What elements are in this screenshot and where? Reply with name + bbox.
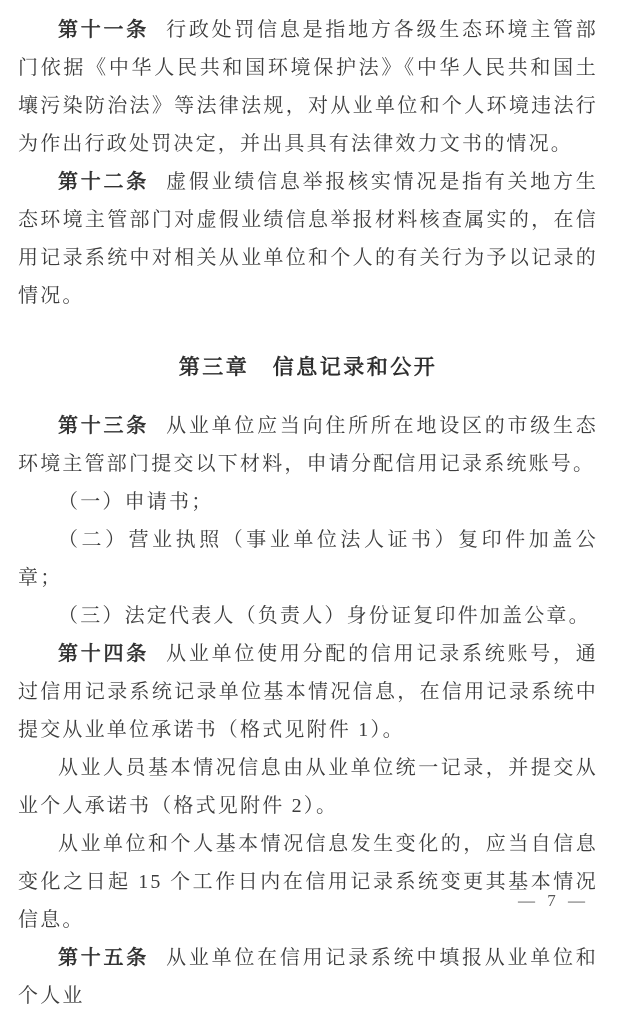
chapter-3-heading: 第三章 信息记录和公开 — [178, 356, 438, 379]
article-15-text: 从业单位在信用记录系统中填报从业单位和个人业 — [18, 947, 598, 1007]
page-number: — 7 — — [518, 891, 589, 910]
article-11-text: 行政处罚信息是指地方各级生态环境主管部门依据《中华人民共和国环境保护法》《中华人民共和国土壤污染防治法》等法律法规，对从业单位和个人环境违法行为作出行政处罚决定，并出具具有法律效力文书的情况。 — [18, 19, 598, 155]
article-13-text: 从业单位应当向住所所在地设区的市级生态环境主管部门提交以下材料，申请分配信用记录系统账号。 — [18, 415, 598, 475]
article-12-text: 虚假业绩信息举报核实情况是指有关地方生态环境主管部门对虚假业绩信息举报材料核查属实的，在信用记录系统中对相关从业单位和个人的有关行为予以记录的情况。 — [18, 171, 598, 307]
article-14-paragraph-3: 从业单位和个人基本情况信息发生变化的，应当自信息变化之日起 15 个工作日内在信用记录系统变更其基本情况信息。 — [18, 833, 598, 931]
article-12-label: 第十二条 — [58, 171, 150, 193]
article-13-paragraph — [18, 407, 598, 483]
article-13-label: 第十三条 — [58, 415, 150, 437]
list-item-3: （三）法定代表人（负责人）身份证复印件加盖公章。 — [58, 605, 591, 627]
list-item-1: （一）申请书； — [58, 491, 214, 513]
list-item-2: （二）营业执照（事业单位法人证书）复印件加盖公章； — [18, 529, 598, 589]
article-14-paragraph-2: 从业人员基本情况信息由从业单位统一记录，并提交从业个人承诺书（格式见附件 2）。 — [18, 757, 598, 817]
article-14-label: 第十四条 — [58, 643, 150, 665]
article-15-label: 第十五条 — [58, 947, 150, 969]
article-14-text: 从业单位使用分配的信用记录系统账号，通过信用记录系统记录单位基本情况信息，在信用记录系统中提交从业单位承诺书（格式见附件 1）。 — [18, 643, 598, 741]
article-15-paragraph — [18, 939, 598, 1015]
article-14-paragraph — [18, 635, 598, 749]
article-11-paragraph — [18, 11, 598, 163]
article-12-paragraph — [18, 163, 598, 315]
article-11-label: 第十一条 — [58, 19, 150, 41]
